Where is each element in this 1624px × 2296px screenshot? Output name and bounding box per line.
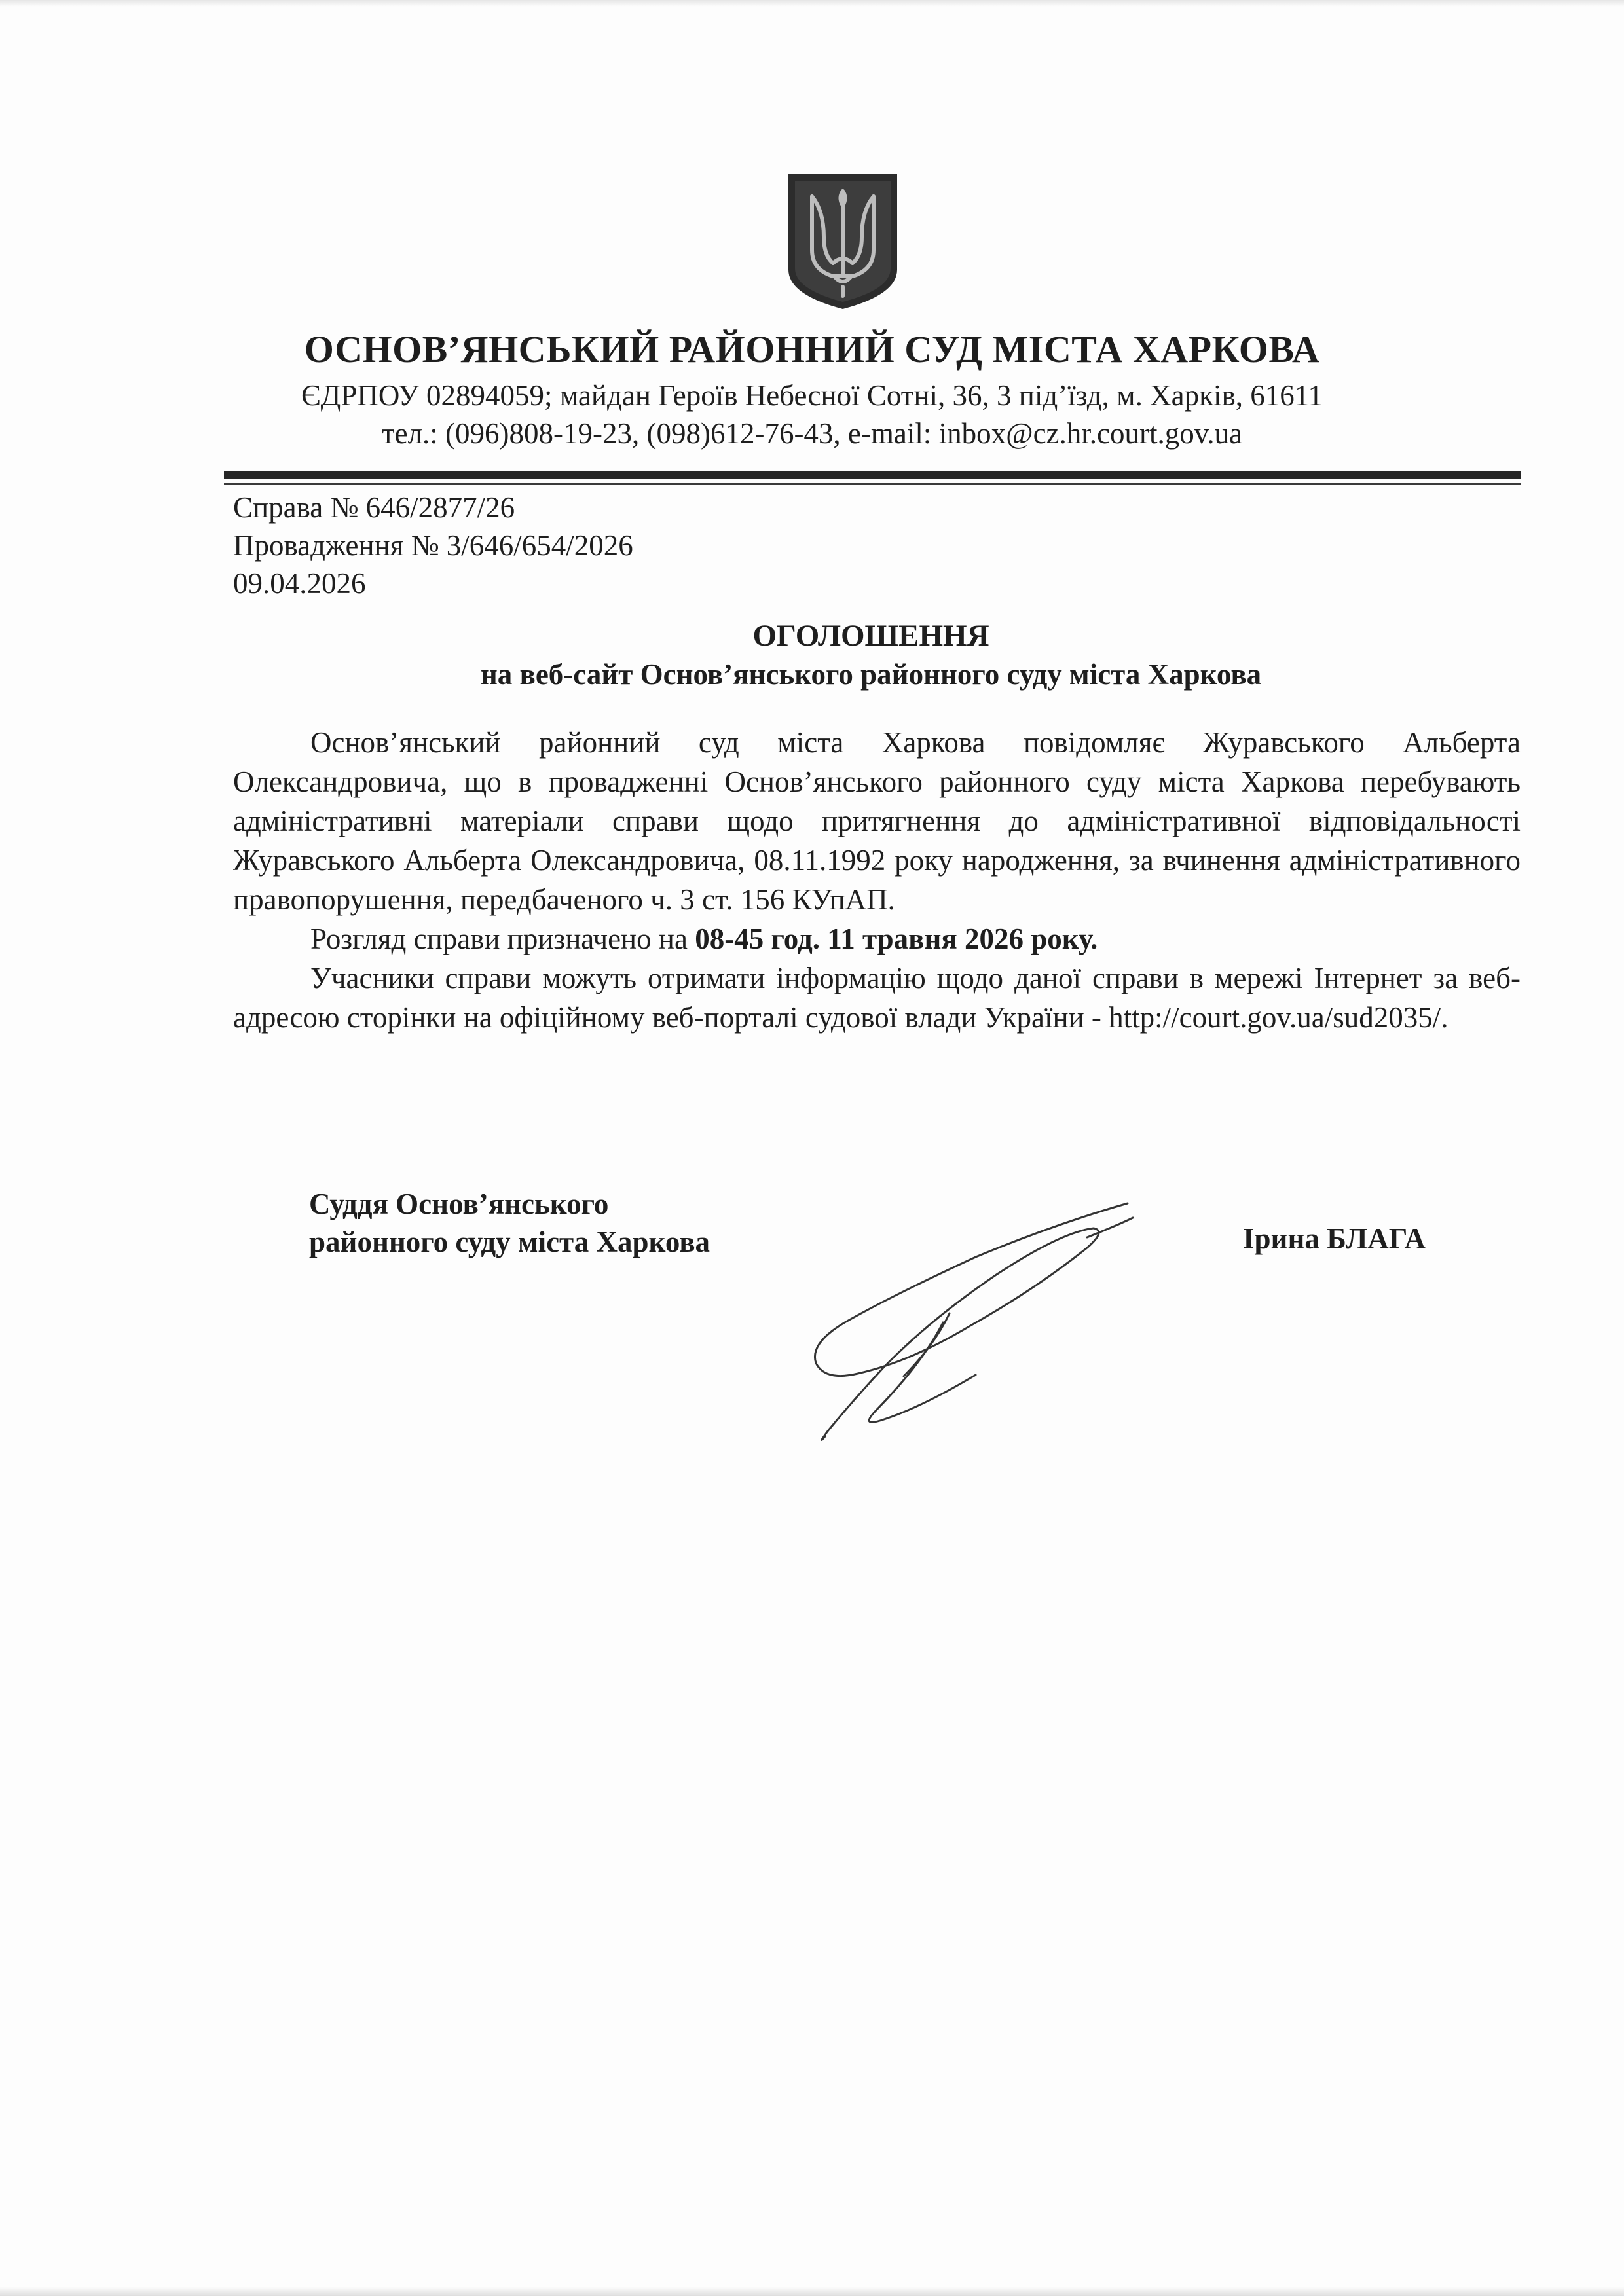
- hearing-paragraph: [233, 919, 1521, 958]
- header-divider-thin: [224, 483, 1521, 485]
- signer-position: [309, 1185, 710, 1261]
- coat-of-arms-icon: [786, 172, 900, 312]
- case-number: Справа № 646/2877/26: [233, 491, 515, 524]
- scan-edge-bottom: [0, 2287, 1624, 2296]
- document-title: ОГОЛОШЕННЯ: [752, 619, 989, 653]
- document-body: [233, 723, 1521, 1037]
- case-meta: [233, 488, 633, 602]
- handwritten-signature-icon: [779, 1198, 1146, 1473]
- signer-name: Ірина БЛАГА: [1243, 1222, 1426, 1255]
- signer-position-line-1: Суддя Основ’янського: [309, 1188, 609, 1220]
- hearing-prefix: Розгляд справи призначено на: [310, 922, 695, 955]
- notice-paragraph: Основ’янський районний суд міста Харкова повідомляє Журавського Альберта Олександровича, що в провадженні Основ’янського районного суду міста Харкова перебувають адміністративні матеріали справи щодо притягнення до адміністративної відповідальності Журавського Альберта Олександровича, 08.11.1992 року народження, за вчинення адміністративного правопорушення, передбаченого ч. 3 ст. 156 КУпАП.: [233, 726, 1521, 916]
- court-address: ЄДРПОУ 02894059; майдан Героїв Небесної Сотні, 36, 3 під’їзд, м. Харків, 61611: [301, 379, 1323, 412]
- header-divider-thick: [224, 471, 1521, 479]
- info-paragraph: Учасники справи можуть отримати інформацію щодо даної справи в мережі Інтернет за веб-адресою сторінки на офіційному веб-порталі судової влади України - http://court.gov.ua/sud2035/.: [233, 962, 1521, 1034]
- hearing-datetime: 08-45 год. 11 травня 2026 року.: [695, 922, 1098, 955]
- scan-edge-top: [0, 0, 1624, 7]
- proceeding-number: Провадження № 3/646/654/2026: [233, 529, 633, 562]
- court-contacts: тел.: (096)808-19-23, (098)612-76-43, e-mail: inbox@cz.hr.court.gov.ua: [381, 417, 1243, 450]
- court-name: ОСНОВ’ЯНСЬКИЙ РАЙОННИЙ СУД МІСТА ХАРКОВА: [304, 328, 1320, 371]
- document-subtitle: на веб-сайт Основ’янського районного суду міста Харкова: [480, 658, 1262, 691]
- signer-position-line-2: районного суду міста Харкова: [309, 1226, 710, 1258]
- document-date: 09.04.2026: [233, 567, 366, 600]
